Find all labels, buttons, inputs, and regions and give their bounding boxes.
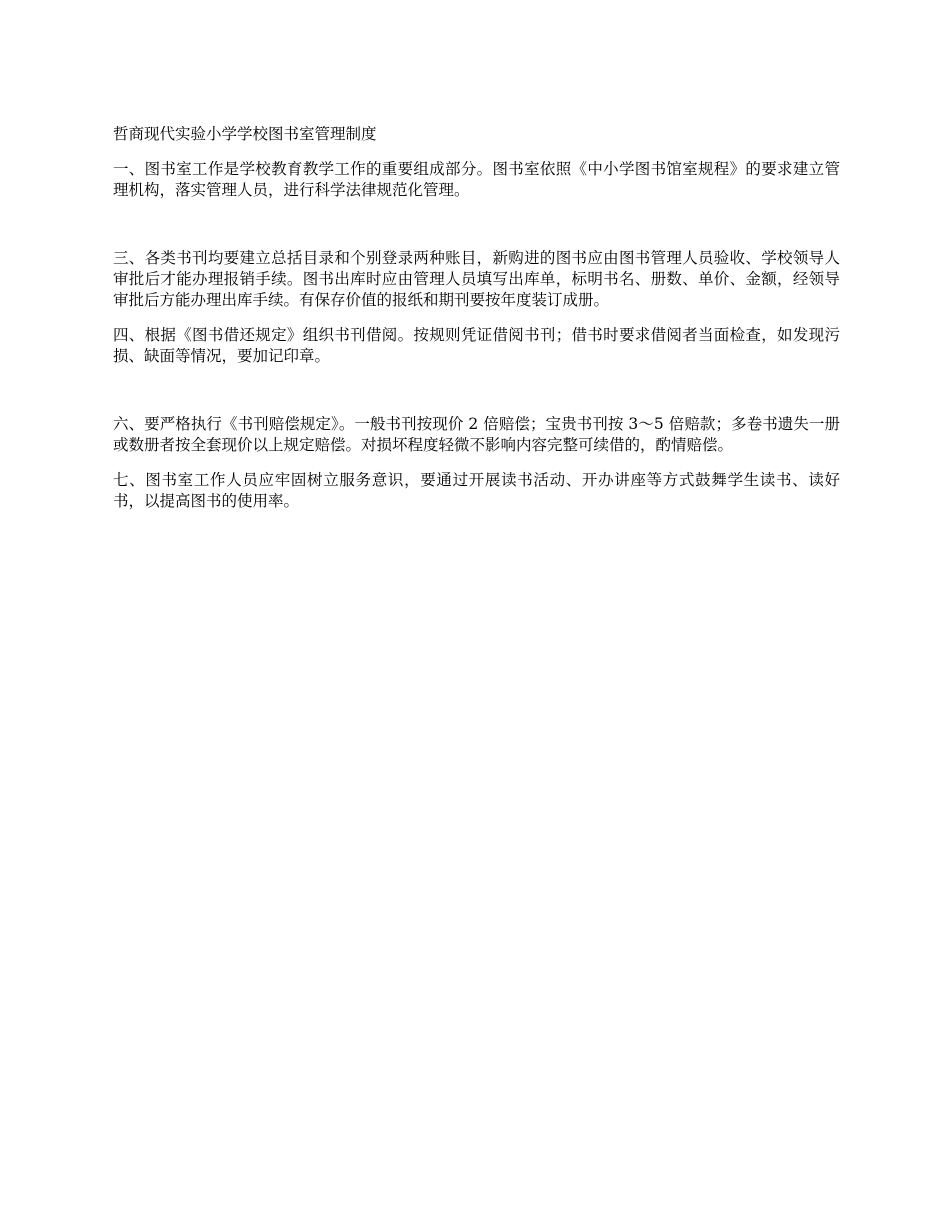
paragraph-3: 三、各类书刊均要建立总括目录和个别登录两种账目，新购进的图书应由图书管理人员验收、学校领导人审批后才能办理报销手续。图书出库时应由管理人员填写出库单，标明书名、册数、单价、金额，经领导审批后方能办理出库手续。有保存价值的报纸和期刊要按年度装订成册。: [113, 249, 840, 309]
paragraph-6: 六、要严格执行《书刊赔偿规定》。一般书刊按现价 2 倍赔偿；宝贵书刊按 3～5 倍赔款；多卷书遗失一册或数册者按全套现价以上规定赔偿。对损坏程度轻微不影响内容完整可续借的，酌情赔偿。: [113, 415, 840, 454]
paragraph-4: 四、根据《图书借还规定》组织书刊借阅。按规则凭证借阅书刊；借书时要求借阅者当面检查，如发现污损、缺面等情况，要加记印章。: [113, 326, 840, 365]
paragraph-gap: [113, 381, 840, 414]
paragraph-7: 七、图书室工作人员应牢固树立服务意识，要通过开展读书活动、开办讲座等方式鼓舞学生读书、读好书，以提高图书的使用率。: [113, 471, 840, 510]
paragraph-gap: [113, 215, 840, 248]
document-body: [113, 124, 840, 526]
document-title: 哲商现代实验小学学校图书室管理制度: [113, 125, 377, 143]
paragraph-1: 一、图书室工作是学校教育教学工作的重要组成部分。图书室依照《中小学图书馆室规程》的要求建立管理机构，落实管理人员，进行科学法律规范化管理。: [113, 160, 840, 199]
